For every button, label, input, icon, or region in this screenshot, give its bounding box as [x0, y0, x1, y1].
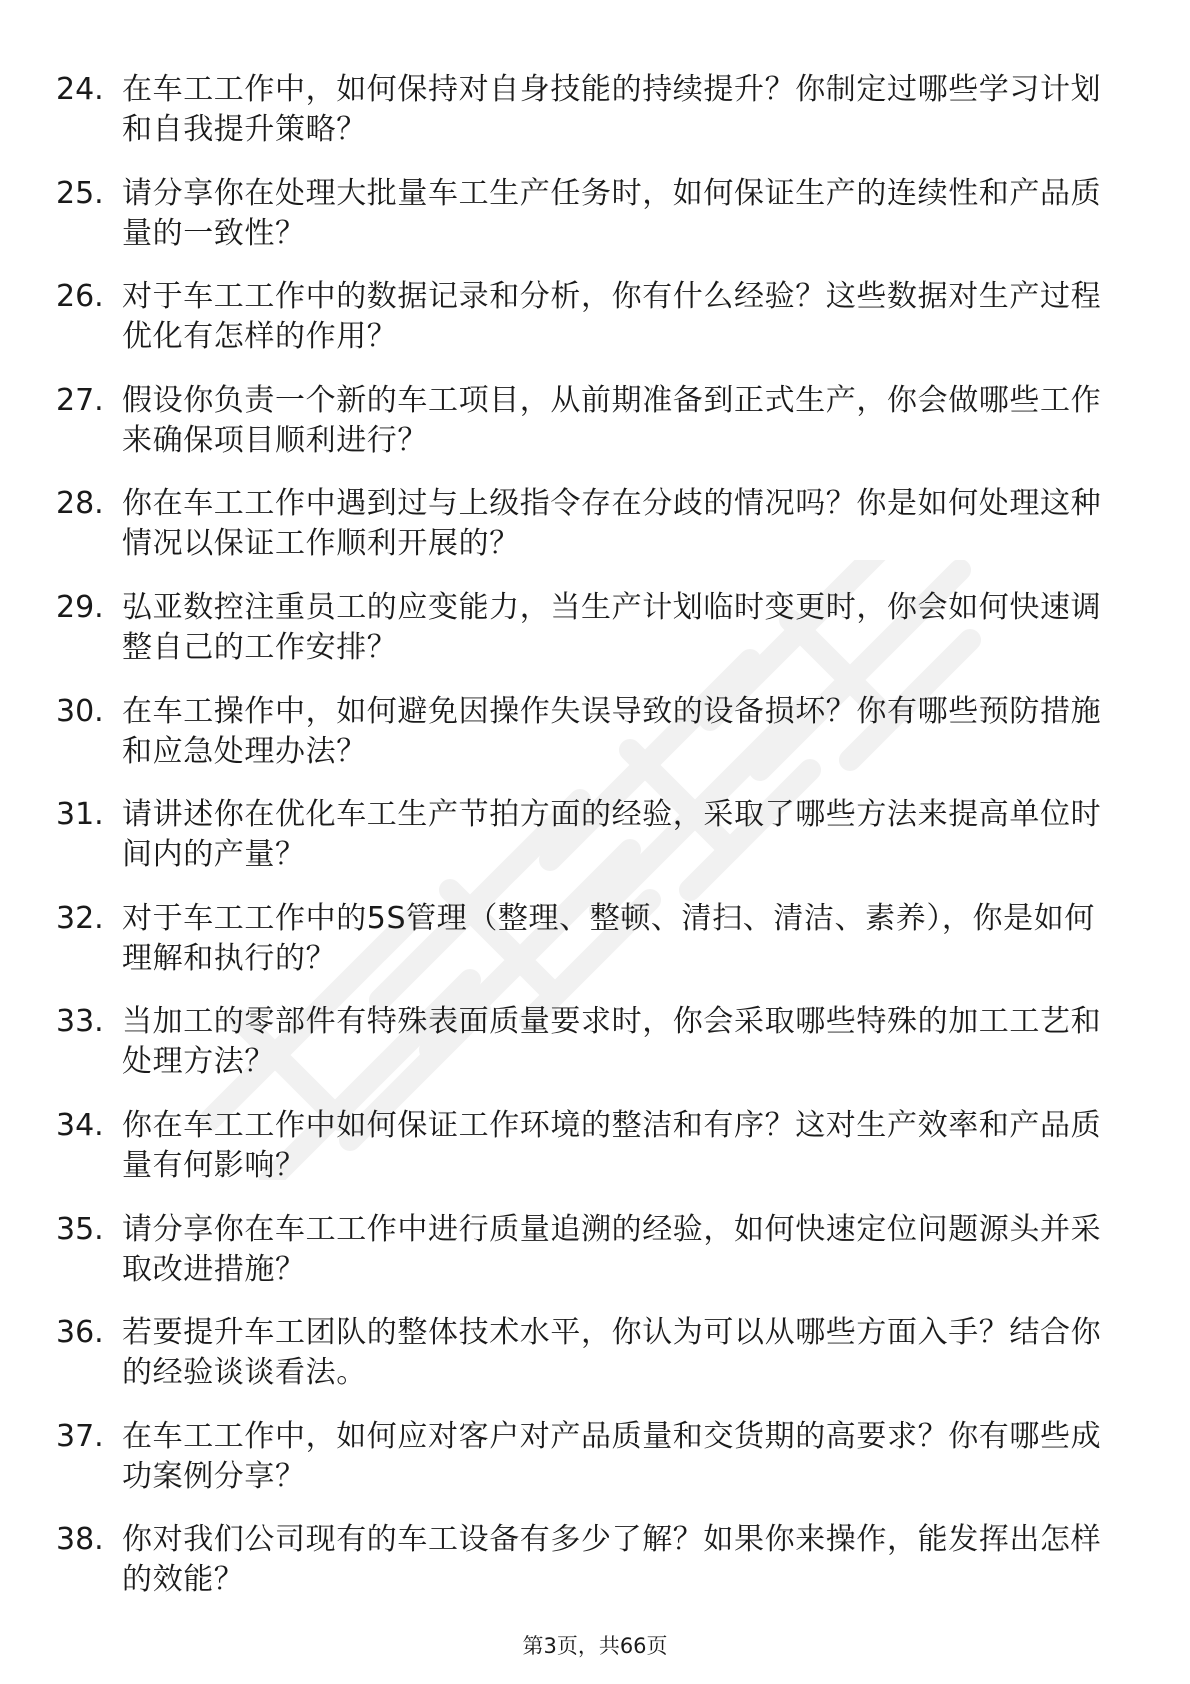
- question-number: 31.: [56, 797, 104, 833]
- question-text: 请讲述你在优化车工生产节拍方面的经验，采取了哪些方法来提高单位时间内的产量？: [122, 797, 1102, 873]
- question-text: 在车工操作中，如何避免因操作失误导致的设备损坏？你有哪些预防措施和应急处理办法？: [122, 693, 1102, 769]
- question-number: 26.: [56, 279, 104, 315]
- question-text: 你在车工工作中遇到过与上级指令存在分歧的情况吗？你是如何处理这种情况以保证工作顺利开展的？: [122, 486, 1102, 562]
- question-number: 32.: [56, 900, 104, 936]
- question-number: 35.: [56, 1211, 104, 1247]
- question-list: [56, 70, 1116, 1624]
- question-number: 33.: [56, 1004, 104, 1040]
- question-item: [56, 1106, 1116, 1210]
- question-item: [56, 484, 1116, 588]
- question-text: 请分享你在车工工作中进行质量追溯的经验，如何快速定位问题源头并采取改进措施？: [122, 1211, 1102, 1287]
- question-number: 34.: [56, 1107, 104, 1143]
- question-number: 27.: [56, 382, 104, 418]
- question-text: 弘亚数控注重员工的应变能力，当生产计划临时变更时，你会如何快速调整自己的工作安排？: [122, 589, 1102, 665]
- question-text: 你对我们公司现有的车工设备有多少了解？如果你来操作，能发挥出怎样的效能？: [122, 1522, 1102, 1598]
- question-number: 25.: [56, 175, 104, 211]
- question-item: [56, 899, 1116, 1003]
- question-text: 在车工工作中，如何应对客户对产品质量和交货期的高要求？你有哪些成功案例分享？: [122, 1418, 1102, 1494]
- question-number: 24.: [56, 72, 104, 107]
- question-number: 36.: [56, 1315, 104, 1351]
- question-number: 29.: [56, 589, 104, 625]
- question-item: [56, 1313, 1116, 1417]
- question-item: [56, 1210, 1116, 1314]
- question-text: 当加工的零部件有特殊表面质量要求时，你会采取哪些特殊的加工工艺和处理方法？: [122, 1004, 1102, 1080]
- page-number-footer: 第3页，共66页: [522, 1634, 668, 1658]
- question-item: [56, 381, 1116, 485]
- question-text: 对于车工工作中的5S管理（整理、整顿、清扫、清洁、素养），你是如何理解和执行的？: [122, 900, 1095, 976]
- question-number: 28.: [56, 486, 104, 522]
- question-item: [56, 1002, 1116, 1106]
- question-item: [56, 70, 1116, 174]
- question-text: 在车工工作中，如何保持对自身技能的持续提升？你制定过哪些学习计划和自我提升策略？: [122, 72, 1102, 147]
- question-item: [56, 277, 1116, 381]
- question-text: 请分享你在处理大批量车工生产任务时，如何保证生产的连续性和产品质量的一致性？: [122, 175, 1102, 251]
- question-item: [56, 1520, 1116, 1624]
- question-item: [56, 795, 1116, 899]
- question-item: [56, 1417, 1116, 1521]
- question-text: 对于车工工作中的数据记录和分析，你有什么经验？这些数据对生产过程优化有怎样的作用？: [122, 279, 1102, 355]
- question-text: 假设你负责一个新的车工项目，从前期准备到正式生产，你会做哪些工作来确保项目顺利进行？: [122, 382, 1102, 458]
- question-item: [56, 588, 1116, 692]
- question-number: 38.: [56, 1522, 104, 1558]
- question-item: [56, 174, 1116, 278]
- question-text: 你在车工工作中如何保证工作环境的整洁和有序？这对生产效率和产品质量有何影响？: [122, 1107, 1102, 1183]
- question-item: [56, 692, 1116, 796]
- question-number: 37.: [56, 1418, 104, 1454]
- question-text: 若要提升车工团队的整体技术水平，你认为可以从哪些方面入手？结合你的经验谈谈看法。: [122, 1315, 1102, 1391]
- question-number: 30.: [56, 693, 104, 729]
